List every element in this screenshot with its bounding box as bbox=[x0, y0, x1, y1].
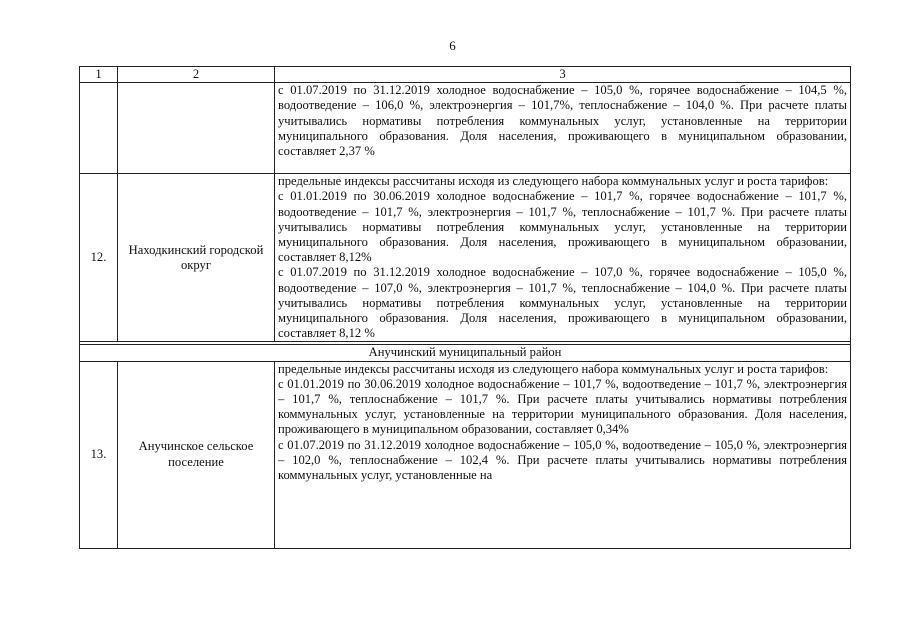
description-cell bbox=[275, 361, 851, 548]
row-number-cell bbox=[80, 83, 118, 174]
section-title: Анучинский муниципальный район bbox=[80, 345, 851, 361]
description-cell bbox=[275, 174, 851, 342]
section-header-row bbox=[80, 345, 851, 361]
description-paragraph: с 01.07.2019 по 31.12.2019 холодное водоснабжение – 107,0 %, горячее водоснабжение – 105,0 %, водоотведение – 107,0 %, электроэнергия – 101,7 %, теплоснабжение – 104,0 %. При расчете платы учитывались нормативы потребления коммунальных услуг, установленные на территории муниципального образования. Доля населения, проживающего в муниципальном образовании, составляет 8,12 % bbox=[278, 265, 847, 341]
municipality-name: Анучинское сельское поселение bbox=[118, 361, 275, 548]
row-number: 12. bbox=[80, 174, 118, 342]
description-paragraph: с 01.01.2019 по 30.06.2019 холодное водоснабжение – 101,7 %, водоотведение – 101,7 %, электроэнергия – 101,7 %, теплоснабжение – 101,7 %. При расчете платы учитывались нормативы потребления коммунальных услуг, установленные на территории муниципального образования. Доля населения, проживающего в муниципальном образовании, составляет 0,34% bbox=[278, 376, 847, 437]
description-cell bbox=[275, 83, 851, 174]
table-header-row bbox=[80, 67, 851, 83]
description-paragraph: с 01.01.2019 по 30.06.2019 холодное водоснабжение – 101,7 %, горячее водоснабжение – 101,7 %, водоотведение – 101,7 %, электроэнергия – 101,7 %, теплоснабжение – 101,7 %. При расчете платы учитывались нормативы потребления коммунальных услуг, установленные на территории муниципального образования. Доля населения, проживающего в муниципальном образовании, составляет 8,12% bbox=[278, 189, 847, 265]
tariff-table bbox=[79, 66, 851, 549]
header-col-2: 2 bbox=[118, 67, 275, 83]
table-row-12 bbox=[80, 174, 851, 342]
description-paragraph: с 01.07.2019 по 31.12.2019 холодное водоснабжение – 105,0 %, горячее водоснабжение – 104,5 %, водоотведение – 106,0 %, электроэнергия – 101,7%, теплоснабжение – 104,0 %. При расчете платы учитывались нормативы потребления коммунальных услуг, установленные на территории муниципального образования. Доля населения, проживающего в муниципальном образовании, составляет 2,37 % bbox=[278, 83, 847, 159]
table-row-continuation bbox=[80, 83, 851, 174]
municipality-name: Находкинский городской округ bbox=[118, 174, 275, 342]
description-paragraph: предельные индексы рассчитаны исходя из следующего набора коммунальных услуг и роста тарифов: bbox=[278, 361, 829, 376]
description-paragraph: предельные индексы рассчитаны исходя из следующего набора коммунальных услуг и роста тарифов: bbox=[278, 174, 829, 189]
table-row-13 bbox=[80, 361, 851, 548]
row-number: 13. bbox=[80, 361, 118, 548]
header-col-1: 1 bbox=[80, 67, 118, 83]
header-col-3: 3 bbox=[275, 67, 851, 83]
municipality-name-cell bbox=[118, 83, 275, 174]
page-number: 6 bbox=[449, 38, 456, 53]
description-paragraph: с 01.07.2019 по 31.12.2019 холодное водоснабжение – 105,0 %, водоотведение – 105,0 %, электроэнергия – 102,0 %, теплоснабжение – 102,4 %. При расчете платы учитывались нормативы потребления коммунальных услуг, установленные на bbox=[278, 437, 847, 483]
